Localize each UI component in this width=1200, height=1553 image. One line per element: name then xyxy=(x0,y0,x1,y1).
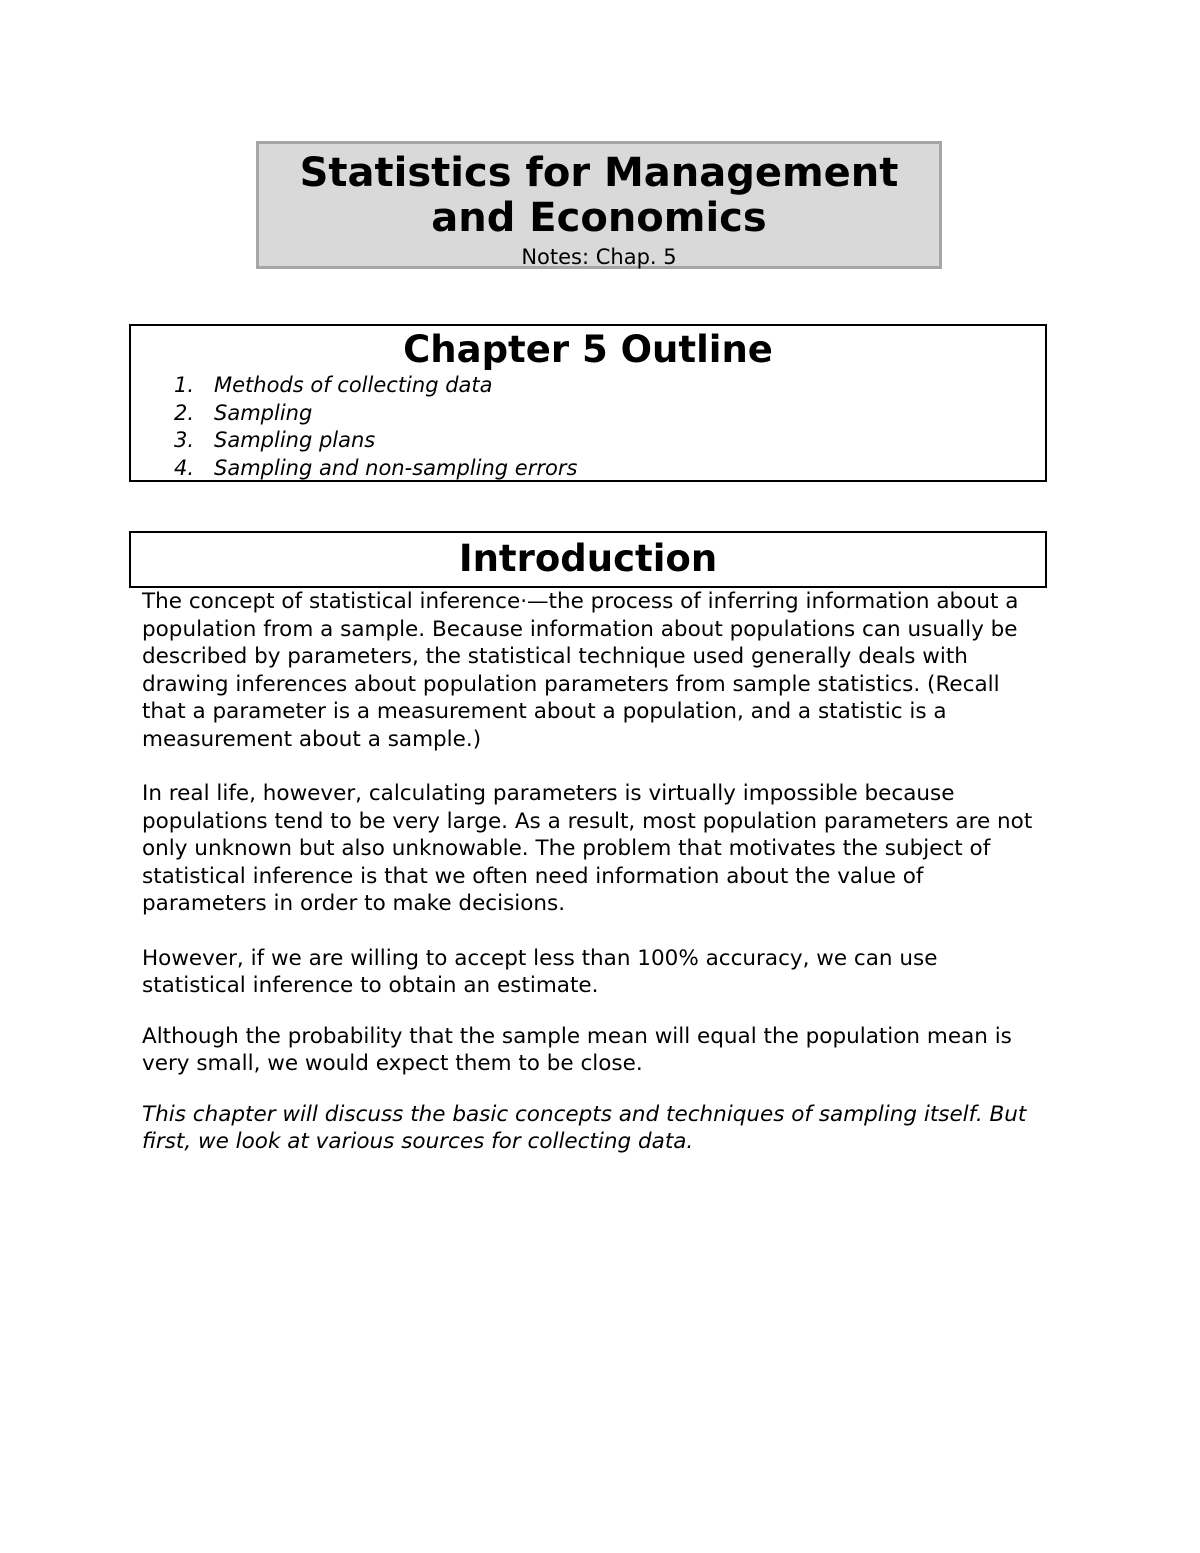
outline-item xyxy=(174,400,1045,428)
outline-list xyxy=(131,372,1045,482)
introduction-heading: Introduction xyxy=(458,537,718,580)
body-paragraph-italic: This chapter will discuss the basic concepts and techniques of sampling itself. But first, we look at various sources for collecting data. xyxy=(142,1101,1027,1154)
outline-heading: Chapter 5 Outline xyxy=(403,328,773,371)
title-line-2: and Economics xyxy=(431,195,767,241)
body-paragraph: However, if we are willing to accept less than 100% accuracy, we can use statistical inference to obtain an estimate. xyxy=(142,945,938,998)
chapter-outline-box xyxy=(129,324,1047,482)
outline-item-label: Sampling xyxy=(214,400,313,425)
outline-item-label: Sampling and non-sampling errors xyxy=(214,455,578,480)
document-subtitle: Notes: Chap. 5 xyxy=(521,245,677,269)
document-title xyxy=(259,151,939,241)
outline-item-number: 4. xyxy=(174,455,195,480)
outline-item-number: 2. xyxy=(174,400,195,425)
body-paragraph: Although the probability that the sample mean will equal the population mean is very small, we would expect them to be close. xyxy=(142,1023,1012,1076)
outline-item-number: 1. xyxy=(174,373,195,397)
introduction-body xyxy=(142,588,1047,1156)
introduction-heading-box xyxy=(129,531,1047,588)
outline-item-number: 3. xyxy=(174,428,195,452)
outline-item xyxy=(174,372,1045,400)
document-title-box xyxy=(256,141,942,269)
outline-item xyxy=(174,455,1045,483)
body-paragraph: The concept of statistical inference·—the process of inferring information about a population from a sample. Because information about populations can usually be described by parameters, the statistical technique used generally deals with drawing inferences about population parameters from sample statistics. (Recall that a parameter is a measurement about a population, and a statistic is a measurement about a sample.) xyxy=(142,589,1019,752)
title-line-1: Statistics for Management xyxy=(299,150,899,196)
outline-item xyxy=(174,427,1045,455)
body-paragraph: In real life, however, calculating parameters is virtually impossible because populations tend to be very large. As a result, most population parameters are not only unknown but also unknowable. The problem that motivates the subject of statistical inference is that we often need information about the value of parameters in order to make decisions. xyxy=(142,781,1033,916)
outline-item-label: Methods of collecting data xyxy=(214,373,493,397)
outline-item-label: Sampling plans xyxy=(214,428,376,452)
